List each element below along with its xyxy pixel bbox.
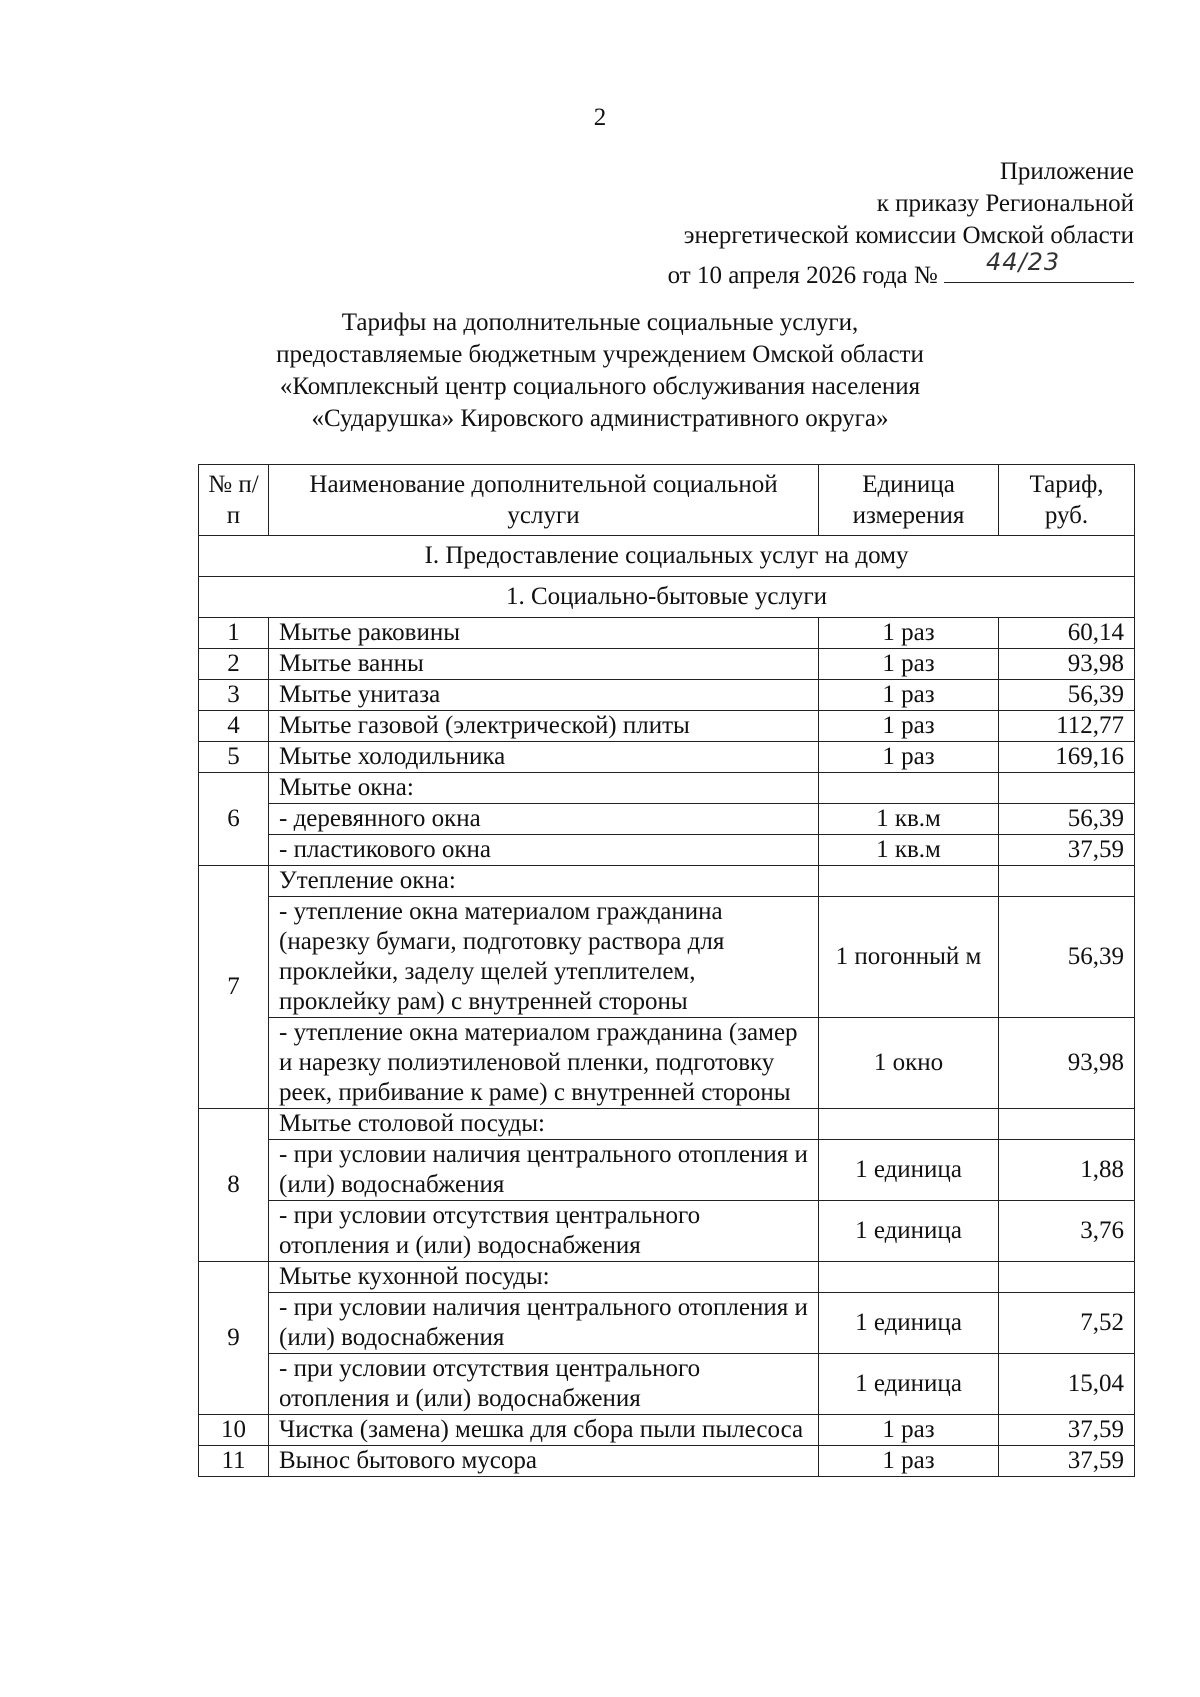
row-price: 3,76	[999, 1201, 1135, 1262]
row-name: Мытье раковины	[269, 618, 819, 649]
row-price: 37,59	[999, 1415, 1135, 1446]
table-row	[199, 618, 1135, 649]
row-num: 11	[199, 1446, 269, 1477]
row-price: 56,39	[999, 897, 1135, 1018]
table-row	[199, 1018, 1135, 1109]
row-unit: 1 единица	[819, 1201, 999, 1262]
annex-line-2: к приказу Региональной	[876, 190, 1134, 217]
row-unit: 1 раз	[819, 1415, 999, 1446]
annex-line-4	[667, 248, 1134, 292]
row-unit: 1 раз	[819, 1446, 999, 1477]
row-price: 60,14	[999, 618, 1135, 649]
row-name: Мытье ванны	[269, 649, 819, 680]
table-row	[199, 866, 1135, 897]
row-name: - при условии наличия центрального отопления и (или) водоснабжения	[269, 1293, 819, 1354]
row-num: 2	[199, 649, 269, 680]
row-unit: 1 раз	[819, 649, 999, 680]
table-row	[199, 711, 1135, 742]
document-title	[0, 307, 1200, 435]
row-name: Мытье холодильника	[269, 742, 819, 773]
row-price: 169,16	[999, 742, 1135, 773]
table-row	[199, 680, 1135, 711]
table-row	[199, 773, 1135, 804]
row-num: 10	[199, 1415, 269, 1446]
title-line-3: «Комплексный центр социального обслуживания населения	[279, 373, 921, 400]
table-row	[199, 1140, 1135, 1201]
row-name: Утепление окна:	[269, 866, 819, 897]
table-row	[199, 1262, 1135, 1293]
row-name: Вынос бытового мусора	[269, 1446, 819, 1477]
title-line-4: «Сударушка» Кировского административного округа»	[311, 405, 889, 432]
row-unit	[819, 866, 999, 897]
row-name: Мытье столовой посуды:	[269, 1109, 819, 1140]
row-name: Чистка (замена) мешка для сбора пыли пылесоса	[269, 1415, 819, 1446]
row-unit: 1 окно	[819, 1018, 999, 1109]
header-price: Тариф, руб.	[999, 465, 1135, 536]
table-row	[199, 1109, 1135, 1140]
row-num: 8	[199, 1109, 269, 1262]
row-price	[999, 866, 1135, 897]
section-title: I. Предоставление социальных услуг на дому	[199, 536, 1135, 577]
annex-date-text: от 10 апреля 2026 года №	[667, 262, 938, 289]
row-price	[999, 1262, 1135, 1293]
row-price: 1,88	[999, 1140, 1135, 1201]
header-unit: Единица измерения	[819, 465, 999, 536]
row-unit: 1 раз	[819, 711, 999, 742]
row-num: 9	[199, 1262, 269, 1415]
row-unit: 1 погонный м	[819, 897, 999, 1018]
row-unit: 1 кв.м	[819, 804, 999, 835]
row-unit	[819, 1109, 999, 1140]
subsection-row	[199, 577, 1135, 618]
row-price: 93,98	[999, 649, 1135, 680]
row-name: - при условии отсутствия центрального отопления и (или) водоснабжения	[269, 1201, 819, 1262]
row-name: - деревянного окна	[269, 804, 819, 835]
table-row	[199, 742, 1135, 773]
row-price: 15,04	[999, 1354, 1135, 1415]
order-number-field	[944, 248, 1134, 283]
row-num: 5	[199, 742, 269, 773]
row-unit	[819, 773, 999, 804]
row-name: Мытье окна:	[269, 773, 819, 804]
row-price: 56,39	[999, 804, 1135, 835]
row-price: 37,59	[999, 835, 1135, 866]
section-row	[199, 536, 1135, 577]
table-row	[199, 649, 1135, 680]
row-unit: 1 единица	[819, 1293, 999, 1354]
tariffs-table	[198, 464, 1135, 1477]
row-price: 112,77	[999, 711, 1135, 742]
row-name: - при условии наличия центрального отопления и (или) водоснабжения	[269, 1140, 819, 1201]
order-number-handwritten: 44/23	[986, 248, 1061, 276]
header-num: № п/п	[199, 465, 269, 536]
page-number: 2	[593, 104, 607, 131]
row-num: 4	[199, 711, 269, 742]
table-row	[199, 1201, 1135, 1262]
row-name: Мытье унитаза	[269, 680, 819, 711]
row-unit: 1 раз	[819, 680, 999, 711]
row-price: 37,59	[999, 1446, 1135, 1477]
annex-line-1: Приложение	[999, 158, 1134, 185]
row-num: 1	[199, 618, 269, 649]
row-num: 6	[199, 773, 269, 866]
table-row	[199, 1293, 1135, 1354]
row-name: - утепление окна материалом гражданина (нарезку бумаги, подготовку раствора для проклейки, заделу щелей утеплителем, проклейку рам) с внутренней стороны	[269, 897, 819, 1018]
table-row	[199, 1415, 1135, 1446]
row-name: - пластикового окна	[269, 835, 819, 866]
annex-block	[668, 156, 1134, 292]
row-num: 3	[199, 680, 269, 711]
header-name: Наименование дополнительной социальной услуги	[269, 465, 819, 536]
row-name: - утепление окна материалом гражданина (замер и нарезку полиэтиленовой пленки, подготовку реек, прибивание к раме) с внутренней стороны	[269, 1018, 819, 1109]
row-unit: 1 единица	[819, 1354, 999, 1415]
title-line-1: Тарифы на дополнительные социальные услуги,	[341, 309, 859, 336]
row-unit: 1 единица	[819, 1140, 999, 1201]
table-row	[199, 1446, 1135, 1477]
row-price: 93,98	[999, 1018, 1135, 1109]
row-name: - при условии отсутствия центрального отопления и (или) водоснабжения	[269, 1354, 819, 1415]
annex-line-3: энергетической комиссии Омской области	[683, 222, 1134, 249]
row-unit: 1 раз	[819, 742, 999, 773]
row-unit	[819, 1262, 999, 1293]
row-name: Мытье кухонной посуды:	[269, 1262, 819, 1293]
title-line-2: предоставляемые бюджетным учреждением Омской области	[276, 341, 924, 368]
subsection-title: 1. Социально-бытовые услуги	[199, 577, 1135, 618]
table-row	[199, 835, 1135, 866]
table-row	[199, 897, 1135, 1018]
row-unit: 1 кв.м	[819, 835, 999, 866]
row-unit: 1 раз	[819, 618, 999, 649]
row-price	[999, 1109, 1135, 1140]
table-row	[199, 1354, 1135, 1415]
row-price: 7,52	[999, 1293, 1135, 1354]
table-header-row	[199, 465, 1135, 536]
row-price	[999, 773, 1135, 804]
row-name: Мытье газовой (электрической) плиты	[269, 711, 819, 742]
row-price: 56,39	[999, 680, 1135, 711]
row-num: 7	[199, 866, 269, 1109]
table-row	[199, 804, 1135, 835]
